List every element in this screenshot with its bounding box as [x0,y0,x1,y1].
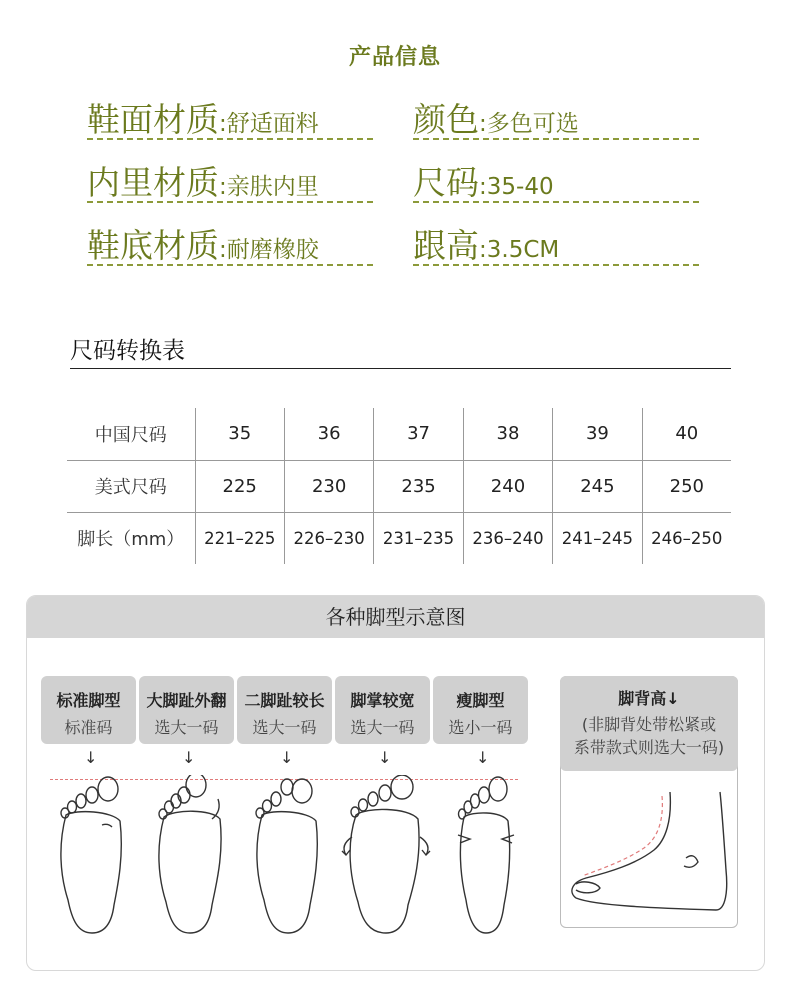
spec-size [413,163,699,203]
table-cell: 241–245 [553,512,642,564]
spec-key: 鞋底材质 [87,226,219,265]
table-row [67,512,731,564]
row-header: 中国尺码 [67,408,195,460]
row-header: 美式尺码 [67,460,195,512]
arch-note-line1: (非脚背处带松紧或 [581,715,717,734]
arrow-down-icon: ↓ [84,748,98,767]
arch-name: 脚背高↓ [618,689,680,708]
foot-type-card [433,676,528,744]
table-cell: 245 [553,460,642,512]
table-cell: 246–250 [642,512,731,564]
table-cell: 225 [195,460,284,512]
spec-lining-material [87,163,373,203]
foot-type-name: 二脚趾较长 [244,691,325,710]
spec-heel-height [413,226,699,266]
foot-outline-icon [446,775,526,937]
table-cell: 38 [463,408,552,460]
spec-upper-material [87,100,373,140]
foot-type-advice: 标准码 [64,718,113,737]
foot-type-advice: 选大一码 [252,718,317,737]
spec-value: :舒适面料 [219,111,319,137]
foot-outline-icon [52,775,132,937]
spec-color [413,100,699,140]
spec-key: 跟高 [413,226,479,265]
foot-type-name: 脚掌较宽 [350,691,415,710]
foot-type-card [41,676,136,744]
spec-key: 颜色 [413,100,479,139]
table-row [67,408,731,460]
table-row [67,460,731,512]
table-cell: 40 [675,423,699,445]
table-cell: 240 [463,460,552,512]
foot-outline-icon [338,775,434,937]
table-cell: 39 [553,408,642,460]
size-table-title: 尺码转换表 [70,338,185,364]
foot-type-advice: 选小一码 [448,718,513,737]
spec-key: 鞋面材质 [87,100,219,139]
table-cell: 231–235 [374,512,463,564]
table-cell: 35 [195,408,284,460]
divider [70,368,731,369]
side-foot-icon [566,780,732,920]
spec-sole-material [87,226,373,266]
arrow-down-icon: ↓ [378,748,392,767]
foot-outline-icon [248,775,328,937]
table-cell: 221–225 [195,512,284,564]
foot-type-card [139,676,234,744]
spec-key: 内里材质 [87,163,219,202]
spec-value: :耐磨橡胶 [219,237,319,263]
foot-type-card [335,676,430,744]
page-title: 产品信息 [348,45,441,70]
spec-value: :亲肤内里 [219,174,319,200]
foot-type-card [237,676,332,744]
foot-type-title: 各种脚型示意图 [27,596,764,638]
arrow-down-icon: ↓ [280,748,294,767]
arch-card [560,676,738,771]
arrow-down-icon: ↓ [182,748,196,767]
foot-type-advice: 选大一码 [350,718,415,737]
foot-type-name: 大脚趾外翻 [146,691,227,710]
foot-type-name: 标准脚型 [56,691,121,710]
table-cell: 230 [284,460,373,512]
table-cell: 226–230 [284,512,373,564]
spec-key: 尺码 [413,163,479,202]
arch-note-line2: 系带款式则选大一码) [573,738,725,757]
table-cell: 36 [284,408,373,460]
size-table [67,408,731,564]
table-cell: 250 [642,460,731,512]
row-header: 脚长（mm） [67,512,195,564]
table-cell: 37 [374,408,463,460]
arrow-down-icon: ↓ [476,748,490,767]
foot-type-advice: 选大一码 [154,718,219,737]
spec-value: :3.5CM [479,237,560,263]
spec-value: :多色可选 [479,111,579,137]
spec-value: :35-40 [479,174,554,200]
foot-type-name: 瘦脚型 [456,691,505,710]
table-cell: 236–240 [463,512,552,564]
table-cell: 235 [374,460,463,512]
foot-outline-icon [150,775,230,937]
